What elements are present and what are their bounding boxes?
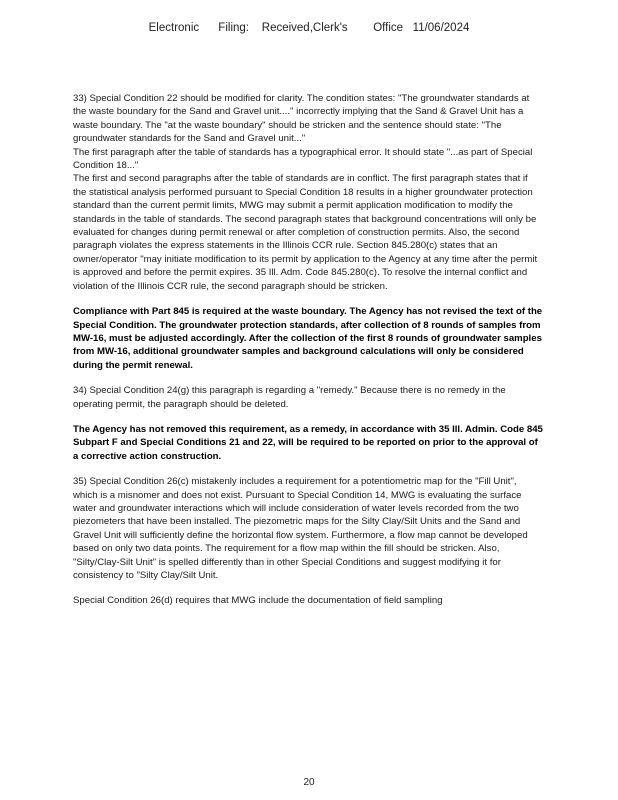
paragraph-condition-26c: 35) Special Condition 26(c) mistakenly includes a requirement for a potentiometric map for the "Fill Unit", which is a misnomer and does not exist. Pursuant to Special Condition 14, MWG is evaluating the surface water and groundwater interactions which will include consideration of water levels recorded from the two piezometers that have been installed. The piezometric maps for the Silty Clay/Silt Units and the Sand and Gravel Unit will sufficiently define the horizontal flow system. Furthermore, a flow map cannot be developed based on only two data points. The requirement for a flow map within the fill should be stricken. Also, "Silty/Clay-Silt Unit" is spelled differently than in other Special Conditions and suggest modifying it for consistency to "Silty Clay/Silt Unit. (73, 476, 528, 581)
document-body (73, 92, 543, 608)
paragraph-condition-24g: 34) Special Condition 24(g) this paragraph is regarding a "remedy." Because there is no remedy in the operating permit, the paragraph should be deleted. (73, 385, 506, 410)
agency-response-1: Compliance with Part 845 is required at the waste boundary. The Agency has not revised the text of the Special Condition. The groundwater protection standards, after collection of 8 rounds of samples from MW-16, must be adjusted accordingly. After the collection of the first 8 rounds of groundwater samples from MW-16, additional groundwater samples and background calculations will only be considered during the permit renewal. (73, 306, 543, 371)
paragraph-typo-note: The first paragraph after the table of standards has a typographical error. It should state "...as part of Special Condition 18..." (73, 146, 533, 172)
paragraph-gap (73, 463, 543, 475)
paragraph-gap (73, 293, 543, 305)
paragraph-conflict: The first and second paragraphs after the table of standards are in conflict. The first paragraph states that if the statistical analysis performed pursuant to Special Condition 18 results in a higher groundwater protection standard than the current permit limits, MWG may submit a permit application modification to modify the standards in the table of standards. The second paragraph states that background concentrations will only be evaluated for changes during permit renewal or after completion of construction permits. Also, the second paragraph violates the express statements in the Illinois CCR rule. Section 845.280(c) states that an owner/operator "may initiate modification to its permit by application to the Agency at any time after the permit is approved and before the permit expires. 35 Ill. Adm. Code 845.280(c). To resolve the internal conflict and violation of the Illinois CCR rule, the second paragraph should be stricken. (73, 173, 538, 292)
filing-header: Electronic Filing: Received,Clerk's Office 11/06/2024 (148, 22, 470, 34)
paragraph-condition-22: 33) Special Condition 22 should be modified for clarity. The condition states: "The groundwater standards at the waste boundary for the Sand and Gravel unit...." incorrectly implying that the Sand & Gravel Unit has a waste boundary. The "at the waste boundary" should be stricken and the sentence should state: "The groundwater standards for the Sand and Gravel unit..." (73, 93, 530, 145)
paragraph-condition-26d: Special Condition 26(d) requires that MWG include the documentation of field sampling (73, 595, 443, 607)
page-number: 20 (303, 777, 315, 788)
paragraph-gap (73, 372, 543, 384)
agency-response-2: The Agency has not removed this requirement, as a remedy, in accordance with 35 Ill. Admin. Code 845 Subpart F and Special Conditions 21 and 22, will be required to be reported on prior to the approval of a corrective action construction. (73, 423, 543, 462)
paragraph-gap (73, 582, 543, 594)
paragraph-gap (73, 411, 543, 423)
